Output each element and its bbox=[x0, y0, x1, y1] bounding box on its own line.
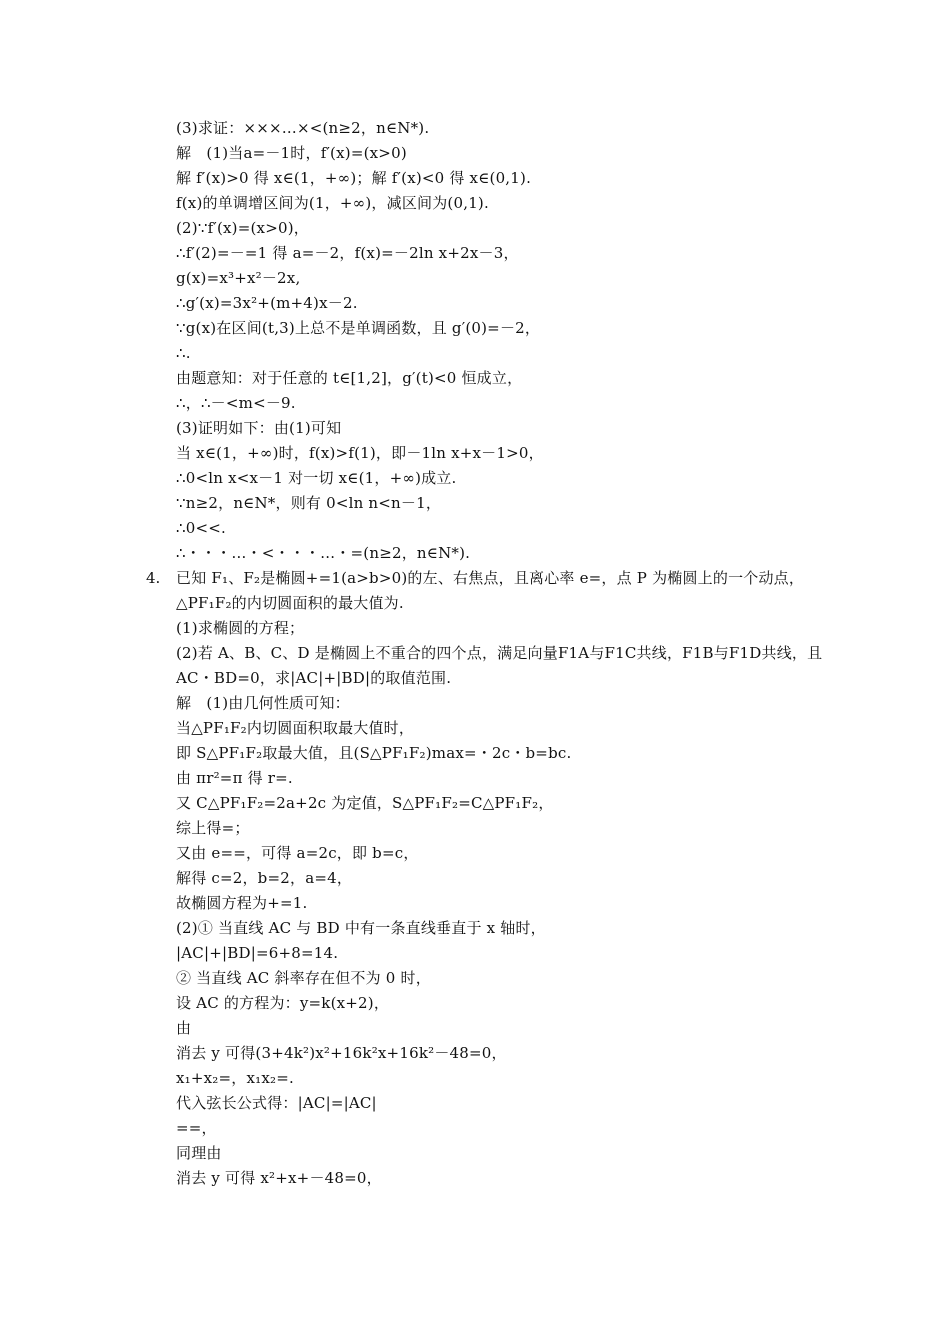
text-line: 消去 y 可得 x²+x+－48=0， bbox=[176, 1169, 382, 1187]
text-line: 同理由 bbox=[176, 1144, 222, 1162]
text-line: (3)求证：×××…×<(n≥2，n∈N*). bbox=[176, 119, 430, 137]
text-line: ∵g(x)在区间(t,3)上总不是单调函数，且 g′(0)=－2， bbox=[176, 319, 541, 337]
text-line: (1)求椭圆的方程； bbox=[176, 619, 305, 637]
problem-number: 4. bbox=[146, 569, 161, 587]
text-line: 解 (1)当a=－1时，f′(x)=(x>0) bbox=[176, 144, 407, 162]
text-line: x₁+x₂=，x₁x₂=. bbox=[176, 1069, 294, 1087]
text-line: (2)∵f′(x)=(x>0)， bbox=[176, 219, 309, 237]
text-line: |AC|+|BD|=6+8=14. bbox=[176, 944, 339, 962]
text-line: 由 bbox=[176, 1019, 192, 1037]
text-line: 消去 y 可得(3+4k²)x²+16k²x+16k²－48=0， bbox=[176, 1044, 507, 1062]
text-line: (2)若 A、B、C、D 是椭圆上不重合的四个点，满足向量F1A与F1C共线，F1B与F1D共线，且 bbox=[176, 644, 823, 662]
text-line: 解得 c=2，b=2，a=4， bbox=[176, 869, 353, 887]
text-line: ∴，∴－<m<－9. bbox=[176, 394, 296, 412]
text-line: 又由 e==，可得 a=2c，即 b=c， bbox=[176, 844, 419, 862]
text-line: 综上得=； bbox=[176, 819, 250, 837]
text-line: 已知 F₁、F₂是椭圆+=1(a>b>0)的左、右焦点，且离心率 e=，点 P 为椭圆上的一个动点， bbox=[176, 569, 805, 587]
text-line: 即 S△PF₁F₂取最大值，且(S△PF₁F₂)max=・2c・b=bc. bbox=[176, 744, 572, 762]
text-line: 故椭圆方程为+=1. bbox=[176, 894, 308, 912]
text-line: ∴0<ln x<x－1 对一切 x∈(1，+∞)成立. bbox=[176, 469, 457, 487]
text-line: 又 C△PF₁F₂=2a+2c 为定值，S△PF₁F₂=C△PF₁F₂， bbox=[176, 794, 554, 812]
text-line: f(x)的单调增区间为(1，+∞)，减区间为(0,1). bbox=[176, 194, 489, 212]
text-line: 设 AC 的方程为：y=k(x+2)， bbox=[176, 994, 390, 1012]
text-line: (2)① 当直线 AC 与 BD 中有一条直线垂直于 x 轴时， bbox=[176, 919, 546, 937]
text-line: ==， bbox=[176, 1119, 217, 1137]
text-line: 解 f′(x)>0 得 x∈(1，+∞)；解 f′(x)<0 得 x∈(0,1). bbox=[176, 169, 532, 187]
text-line: ∴f′(2)=－=1 得 a=－2，f(x)=－2ln x+2x－3， bbox=[176, 244, 519, 262]
text-line: ② 当直线 AC 斜率存在但不为 0 时， bbox=[176, 969, 431, 987]
text-line: (3)证明如下：由(1)可知 bbox=[176, 419, 342, 437]
text-line: ∴g′(x)=3x²+(m+4)x－2. bbox=[176, 294, 358, 312]
text-line: 解 (1)由几何性质可知： bbox=[176, 694, 350, 712]
text-line: △PF₁F₂的内切圆面积的最大值为. bbox=[176, 594, 404, 612]
text-line: 由题意知：对于任意的 t∈[1,2]，g′(t)<0 恒成立， bbox=[176, 369, 523, 387]
text-line: AC・BD=0，求|AC|+|BD|的取值范围. bbox=[176, 669, 452, 687]
text-line: ∴・・・…・<・・・…・=(n≥2，n∈N*). bbox=[176, 544, 471, 562]
text-line: 由 πr²=π 得 r=. bbox=[176, 769, 293, 787]
text-line: g(x)=x³+x²－2x, bbox=[176, 269, 301, 287]
text-line: 当△PF₁F₂内切圆面积取最大值时， bbox=[176, 719, 415, 737]
text-line: ∴0<<. bbox=[176, 519, 226, 537]
text-line: 当 x∈(1，+∞)时，f(x)>f(1)，即－1ln x+x－1>0， bbox=[176, 444, 544, 462]
text-line: 代入弦长公式得：|AC|=|AC| bbox=[176, 1094, 377, 1112]
text-line: ∵n≥2，n∈N*，则有 0<ln n<n－1， bbox=[176, 494, 442, 512]
text-line: ∴. bbox=[176, 344, 191, 362]
